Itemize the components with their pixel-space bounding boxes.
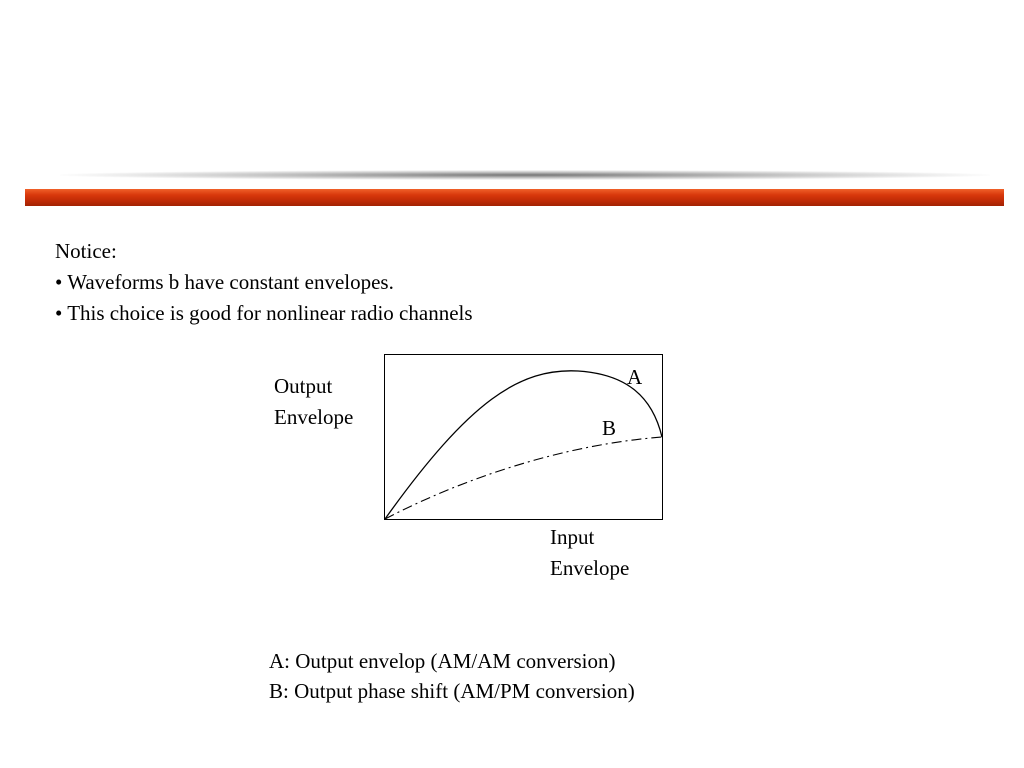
notes-heading: Notice: (55, 239, 117, 263)
curve-b-label: B (602, 416, 617, 440)
plot-frame (385, 355, 663, 520)
legend-b: B: Output phase shift (AM/PM conversion) (269, 679, 635, 703)
notes-bullet-2: • This choice is good for nonlinear radio channels (55, 301, 473, 325)
x-axis-label (550, 522, 629, 584)
curve-a-label: A (627, 365, 643, 389)
notes-bullet-1: • Waveforms b have constant envelopes. (55, 270, 394, 294)
curve-a (385, 371, 662, 519)
y-axis-label-line-1: Output (274, 374, 333, 398)
x-axis-label-line-2: Envelope (550, 556, 630, 580)
y-axis-label-line-2: Envelope (274, 405, 354, 429)
curve-b (385, 437, 662, 519)
legend-block (269, 646, 635, 706)
x-axis-label-line-1: Input (550, 525, 595, 549)
legend-a: A: Output envelop (AM/AM conversion) (269, 649, 616, 673)
